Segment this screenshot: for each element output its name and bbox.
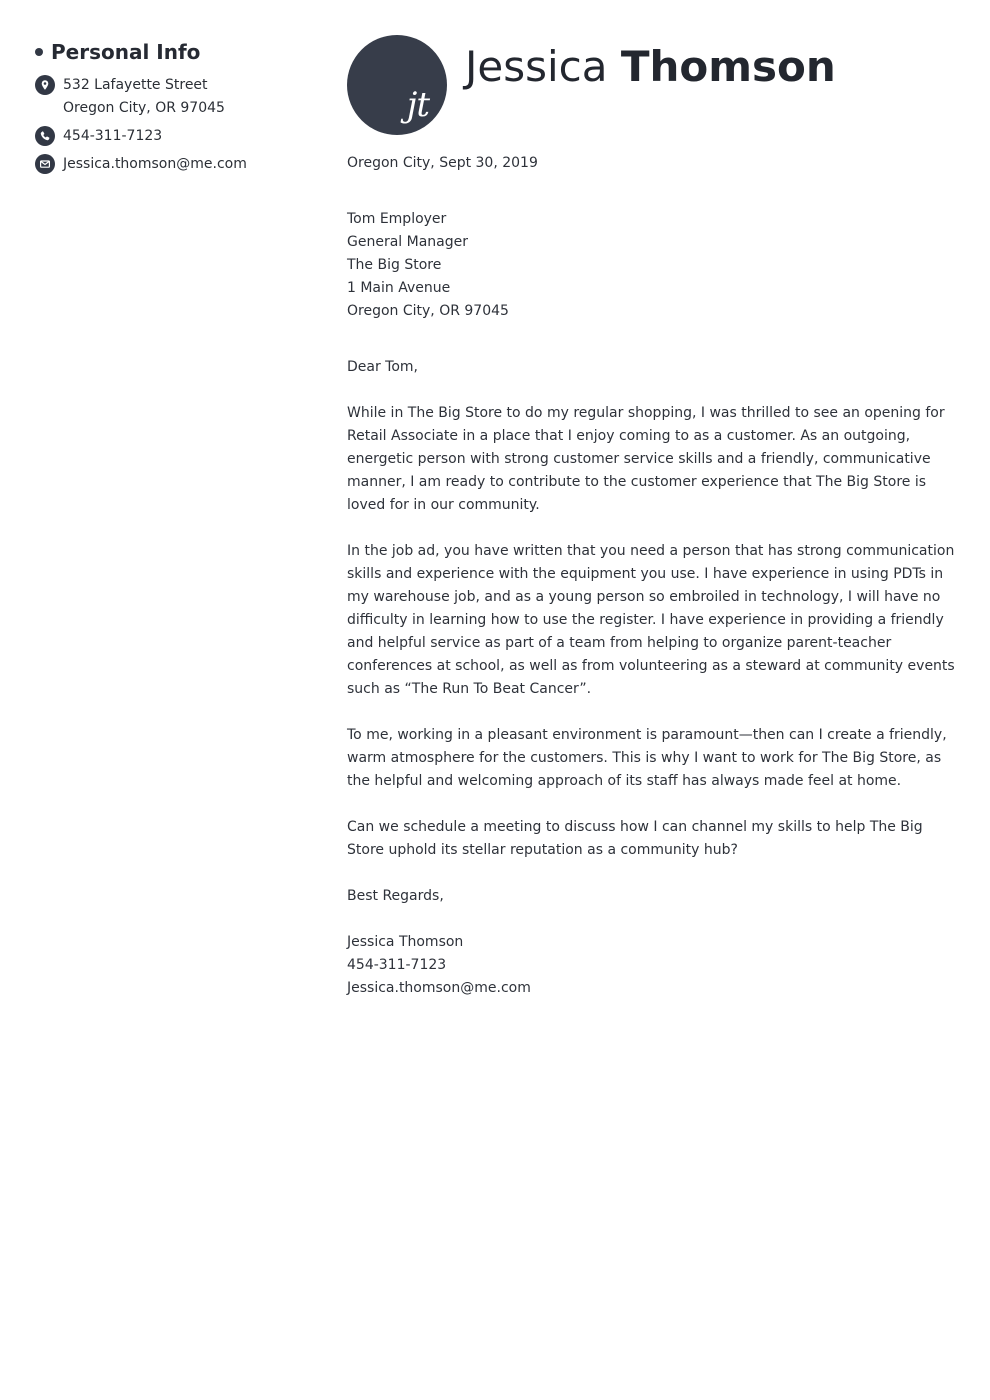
sidebar	[35, 38, 315, 176]
letter-main	[347, 35, 957, 1000]
location-pin-icon	[35, 75, 55, 95]
signature-name: Jessica Thomson	[347, 934, 464, 950]
envelope-icon	[35, 154, 55, 174]
recipient-title: General Manager	[347, 234, 468, 250]
email-text[interactable]: Jessica.thomson@me.com	[63, 156, 247, 172]
address-line-2: Oregon City, OR 97045	[63, 100, 225, 116]
recipient-city: Oregon City, OR 97045	[347, 303, 509, 319]
closing: Best Regards,	[347, 888, 444, 904]
full-name	[465, 42, 836, 91]
signature-phone: 454-311-7123	[347, 957, 447, 973]
letter-header	[347, 35, 957, 135]
recipient-block	[347, 208, 957, 323]
recipient-street: 1 Main Avenue	[347, 280, 451, 296]
last-name: Thomson	[620, 41, 836, 91]
recipient-company: The Big Store	[347, 257, 442, 273]
letter-date: Oregon City, Sept 30, 2019	[347, 155, 538, 171]
address-text	[63, 74, 225, 120]
avatar-initials: jt	[406, 85, 429, 125]
phone-icon	[35, 126, 55, 146]
paragraph-1: While in The Big Store to do my regular shopping, I was thrilled to see an opening for Retail Associate in a place that I enjoy coming to as a customer. As an outgoing, energetic person with strong customer service skills and a friendly, communicative manner, I am ready to contribute to the customer experience that The Big Store is loved for in our community.	[347, 405, 945, 513]
recipient-name: Tom Employer	[347, 211, 447, 227]
address-line-1: 532 Lafayette Street	[63, 77, 208, 93]
first-name: Jessica	[465, 41, 608, 91]
personal-info-heading	[35, 38, 315, 66]
signature-block	[347, 931, 957, 1000]
letter-body	[347, 152, 957, 1000]
paragraph-3: To me, working in a pleasant environment is paramount—then can I create a friendly, warm atmosphere for the customers. This is why I want to work for The Big Store, as the helpful and welcoming approach of its staff has always made feel at home.	[347, 727, 947, 789]
paragraph-4: Can we schedule a meeting to discuss how I can channel my skills to help The Big Store uphold its stellar reputation as a community hub?	[347, 819, 923, 858]
email-row	[35, 153, 315, 176]
paragraph-2: In the job ad, you have written that you need a person that has strong communication skills and experience with the equipment you use. I have experience in using PDTs in my warehouse job, and as a young person so embroiled in technology, I will have no difficulty in learning how to use the register. I have experience in providing a friendly and helpful service as part of a team from helping to organize parent-teacher conferences at school, as well as from volunteering as a steward at community events such as “The Run To Beat Cancer”.	[347, 543, 955, 697]
phone-text: 454-311-7123	[63, 128, 163, 144]
salutation: Dear Tom,	[347, 359, 419, 375]
personal-info-title: Personal Info	[51, 40, 201, 64]
signature-email[interactable]: Jessica.thomson@me.com	[347, 980, 531, 996]
avatar	[347, 35, 447, 135]
bullet-icon	[35, 48, 43, 56]
phone-row	[35, 125, 315, 148]
address-row	[35, 74, 315, 120]
